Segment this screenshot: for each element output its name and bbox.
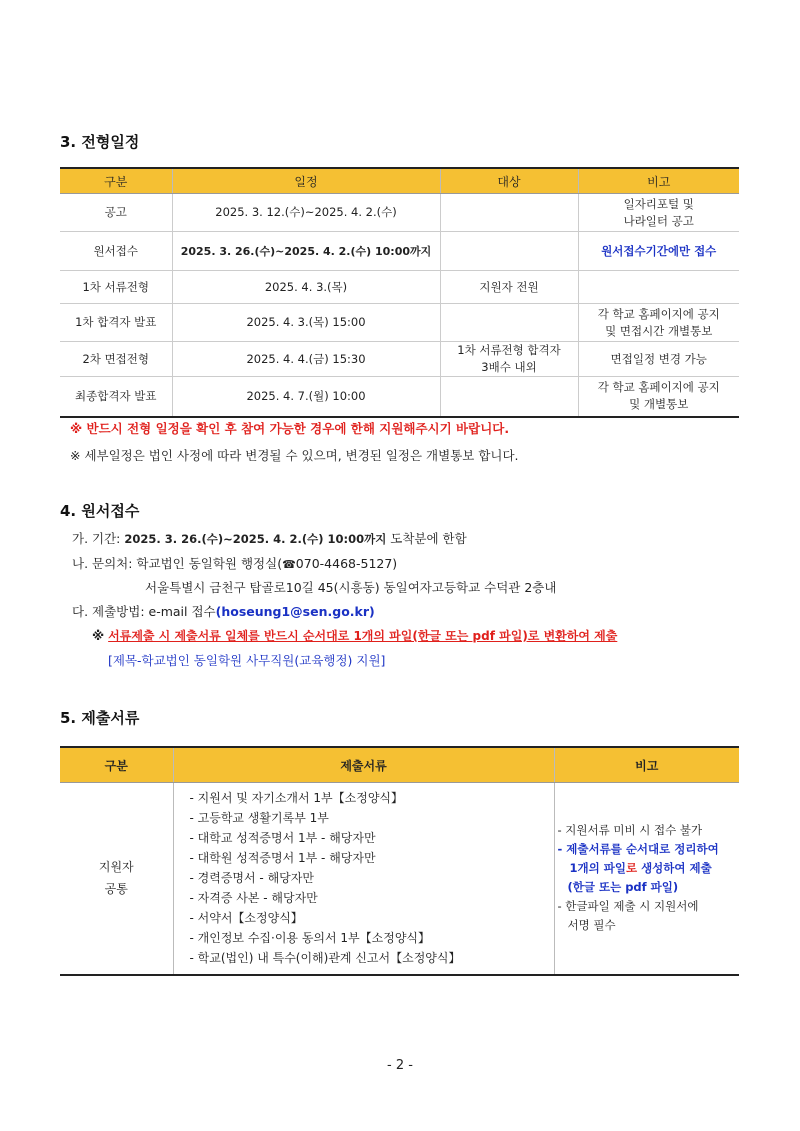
row-remarks — [578, 377, 739, 417]
documents-list — [173, 783, 554, 975]
row-date: 2025. 4. 3.(목) 15:00 — [172, 304, 440, 342]
remark-line: 서명 필수 — [567, 918, 616, 933]
documents-header-row — [60, 747, 739, 783]
row-remarks: 면접일정 변경 가능 — [578, 342, 739, 377]
remark-line: - 지원서류 미비 시 접수 불가 — [557, 823, 703, 838]
target-line: 1차 서류전형 합격자 — [457, 343, 561, 357]
category-line: 지원자 — [98, 860, 134, 875]
table-row — [60, 271, 739, 304]
row-remarks: 원서접수기간에만 접수 — [578, 232, 739, 271]
period-label: 가. 기간: — [72, 531, 125, 546]
remark-line: 나라일터 공고 — [623, 213, 694, 228]
submission-warning — [92, 627, 617, 644]
warning-text: 서류제출 시 제출서류 일체를 반드시 순서대로 1개의 파일(한글 또는 pdf 파일)로 변환하여 제출 — [108, 629, 618, 643]
row-target — [440, 232, 578, 271]
row-category: 공고 — [60, 194, 172, 232]
period-suffix: 도착분에 한함 — [386, 531, 467, 546]
col-header-category: 구분 — [60, 168, 172, 194]
list-item: - 자격증 사본 - 해당자만 — [189, 891, 318, 906]
row-date: 2025. 4. 7.(월) 10:00 — [172, 377, 440, 417]
table-row — [60, 342, 739, 377]
row-date: 2025. 4. 4.(금) 15:30 — [172, 342, 440, 377]
documents-table — [60, 746, 739, 976]
application-period — [72, 529, 467, 547]
list-item: - 지원서 및 자기소개서 1부【소정양식】 — [189, 791, 404, 806]
row-category: 최종합격자 발표 — [60, 377, 172, 417]
phone-icon: ☎ — [282, 558, 296, 571]
remark-line: 각 학교 홈페이지에 공지 — [597, 380, 720, 395]
list-item: - 대학원 성적증명서 1부 - 해당자만 — [189, 851, 376, 866]
row-target — [440, 304, 578, 342]
table-row — [60, 783, 739, 975]
contact-label: 나. 문의처: 학교법인 동일학원 행정실( — [72, 556, 283, 571]
applicant-category — [60, 783, 173, 975]
table-row — [60, 377, 739, 417]
remark-line: - 제출서류를 순서대로 정리하여 — [557, 842, 719, 857]
col-header-documents: 제출서류 — [173, 747, 554, 783]
schedule-notice-red: ※ 반드시 전형 일정을 확인 후 참여 가능한 경우에 한해 지원해주시기 바랍니다. — [70, 421, 510, 436]
contact-address: 서울특별시 금천구 탑골로10길 45(시흥동) 동일여자고등학교 수덕관 2층내 — [145, 580, 557, 595]
email-address[interactable]: (hoseung1@sen.go.kr) — [215, 604, 375, 619]
contact-phone: 070-4468-5127) — [295, 556, 398, 571]
row-target — [440, 342, 578, 377]
row-remarks — [578, 271, 739, 304]
row-category: 1차 합격자 발표 — [60, 304, 172, 342]
row-category: 1차 서류전형 — [60, 271, 172, 304]
list-item: - 서약서【소정양식】 — [189, 911, 303, 926]
remark-line: (한글 또는 pdf 파일) — [567, 880, 679, 895]
section-3-title: 3. 전형일정 — [60, 133, 140, 151]
remark-line: - 한글파일 제출 시 지원서에 — [557, 899, 699, 914]
remark-line: 각 학교 홈페이지에 공지 — [597, 306, 720, 321]
col-header-target: 대상 — [440, 168, 578, 194]
row-category: 원서접수 — [60, 232, 172, 271]
section-5-title: 5. 제출서류 — [60, 709, 140, 727]
schedule-header-row — [60, 168, 739, 194]
remark-line: 및 개별통보 — [629, 397, 689, 412]
contact-info — [72, 554, 397, 572]
method-label: 다. 제출방법: e-mail 접수 — [72, 604, 216, 619]
row-category: 2차 면접전형 — [60, 342, 172, 377]
col-header-remarks: 비고 — [554, 747, 739, 783]
row-date: 2025. 4. 3.(목) — [172, 271, 440, 304]
schedule-table — [60, 167, 739, 418]
page-number: - 2 - — [387, 1058, 413, 1073]
row-remarks — [578, 304, 739, 342]
row-target — [440, 194, 578, 232]
col-header-remarks: 비고 — [578, 168, 739, 194]
warning-mark: ※ — [92, 628, 105, 643]
documents-remarks — [554, 783, 739, 975]
period-value: 2025. 3. 26.(수)~2025. 4. 2.(수) 10:00까지 — [124, 532, 387, 546]
table-row — [60, 232, 739, 271]
target-line: 3배수 내외 — [481, 360, 537, 374]
table-row — [60, 304, 739, 342]
col-header-schedule: 일정 — [172, 168, 440, 194]
remark-line: 및 면접시간 개별통보 — [605, 323, 713, 338]
table-row — [60, 194, 739, 232]
list-item: - 경력증명서 - 해당자만 — [189, 871, 314, 886]
section-4-title: 4. 원서접수 — [60, 502, 140, 520]
remark-line: 1개의 파일로 생성하여 제출 — [569, 861, 712, 876]
row-date: 2025. 3. 26.(수)~2025. 4. 2.(수) 10:00까지 — [172, 232, 440, 271]
list-item: - 고등학교 생활기록부 1부 — [189, 811, 329, 826]
remark-line: 일자리포털 및 — [623, 196, 694, 211]
submission-method — [72, 602, 375, 620]
list-item: - 개인정보 수집·이용 동의서 1부【소정양식】 — [189, 931, 431, 946]
list-item: - 학교(법인) 내 특수(이해)관계 신고서【소정양식】 — [189, 951, 461, 966]
row-date: 2025. 3. 12.(수)~2025. 4. 2.(수) — [172, 194, 440, 232]
row-target: 지원자 전원 — [440, 271, 578, 304]
row-remarks — [578, 194, 739, 232]
row-target — [440, 377, 578, 417]
category-line: 공통 — [104, 882, 128, 897]
col-header-category: 구분 — [60, 747, 173, 783]
schedule-notice: ※ 세부일정은 법인 사정에 따라 변경될 수 있으며, 변경된 일정은 개별통보 합니다. — [70, 448, 519, 463]
list-item: - 대학교 성적증명서 1부 - 해당자만 — [189, 831, 376, 846]
email-subject-format: [제목-학교법인 동일학원 사무직원(교육행정) 지원] — [108, 653, 386, 668]
